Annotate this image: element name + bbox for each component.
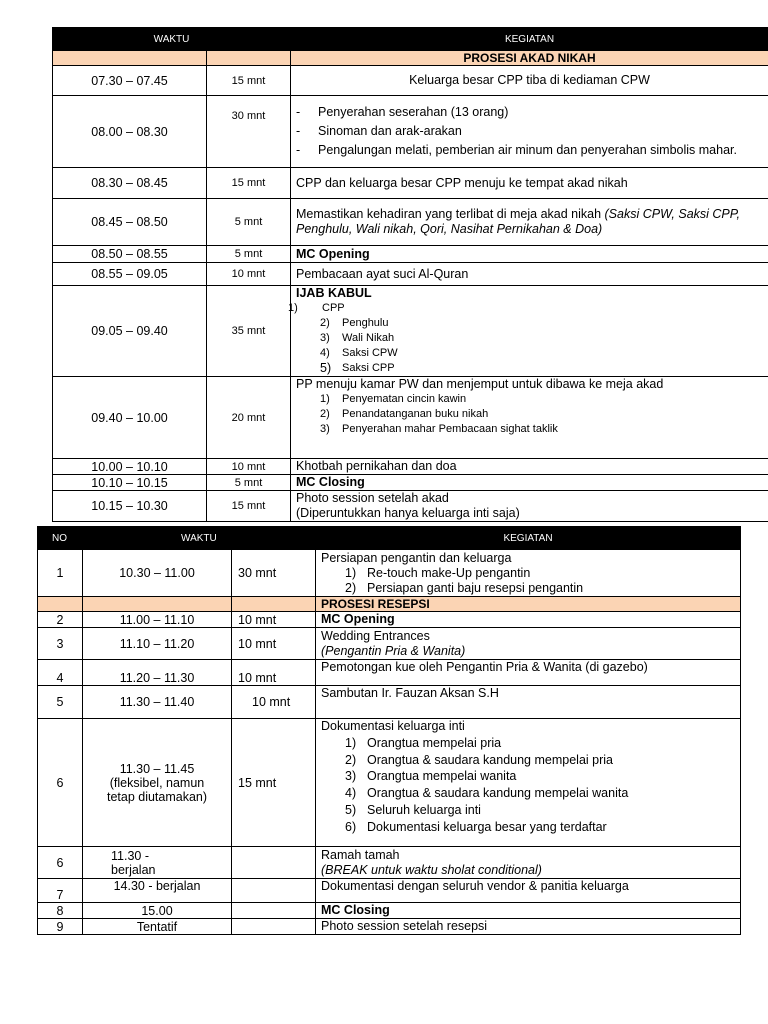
- row-activity: [288, 286, 768, 377]
- activity-text: Ramah tamah: [321, 847, 400, 862]
- list-item: 6) Dokumentasi keluarga besar yang terdaftar: [345, 819, 607, 834]
- table-row: [38, 686, 741, 719]
- time-note: (fleksibel, namun tetap diutamakan): [106, 775, 208, 804]
- row-time: 10.30 – 11.00: [83, 550, 232, 597]
- row-time: [83, 719, 232, 847]
- row-duration: 20 mnt: [207, 377, 291, 459]
- activity-list: [321, 735, 735, 835]
- table-row: [53, 199, 768, 246]
- activity-list: [296, 105, 763, 158]
- row-duration: 35 mnt: [207, 286, 291, 377]
- row-time: 07.30 – 07.45: [53, 66, 207, 96]
- row-duration: [232, 847, 316, 879]
- section-row: [53, 51, 768, 66]
- row-activity: CPP dan keluarga besar CPP menuju ke tempat akad nikah: [291, 168, 768, 199]
- row-number: 3: [38, 628, 83, 660]
- activity-text: Memastikan kehadiran yang terlibat di meja akad nikah: [296, 207, 602, 221]
- list-item: 1) Penyematan cincin kawin: [320, 393, 467, 405]
- list-item: 5) Saksi CPP: [320, 361, 395, 375]
- list-item: 3) Penyerahan mahar Pembacaan sighat taklik: [320, 423, 558, 435]
- row-time: 11.10 – 11.20: [83, 628, 232, 660]
- activity-title: IJAB KABUL: [296, 286, 372, 300]
- row-time: 10.10 – 10.15: [53, 475, 207, 491]
- row-duration: 15 mnt: [232, 719, 316, 847]
- table-row: [38, 879, 741, 903]
- row-time: [83, 847, 232, 879]
- time-range: 11.30 -: [111, 848, 149, 863]
- row-time: 14.30 - berjalan: [83, 879, 232, 903]
- table-row: [38, 919, 741, 935]
- activity-text: Photo session setelah akad: [296, 491, 449, 505]
- row-activity: Sambutan Ir. Fauzan Aksan S.H: [316, 686, 741, 719]
- row-activity: MC Opening: [316, 612, 741, 628]
- row-duration: 5 mnt: [207, 199, 291, 246]
- row-number: 1: [38, 550, 83, 597]
- time-range: 11.30 – 11.45: [119, 761, 195, 776]
- header-kegiatan: KEGIATAN: [291, 28, 768, 51]
- list-item: 1) Re-touch make-Up pengantin: [345, 565, 531, 580]
- list-item: 3) Wali Nikah: [320, 332, 395, 344]
- table-row: [38, 550, 741, 597]
- table-row: [53, 377, 768, 459]
- row-number: 6: [38, 719, 83, 847]
- row-duration: [232, 903, 316, 919]
- table-row: [53, 286, 768, 377]
- table-row: [38, 903, 741, 919]
- row-duration: 15 mnt: [207, 66, 291, 96]
- list-item: 2) Penghulu: [320, 317, 389, 329]
- row-activity: [291, 199, 768, 246]
- row-time: 10.15 – 10.30: [53, 491, 207, 522]
- section-row: [38, 597, 741, 612]
- row-activity: MC Closing: [316, 903, 741, 919]
- header-waktu: WAKTU: [53, 28, 291, 51]
- list-item: - Penyerahan seserahan (13 orang): [296, 105, 763, 120]
- row-number: 7: [38, 879, 83, 903]
- table-row: [53, 491, 768, 522]
- table-header-row: [38, 527, 741, 550]
- list-item: 4) Saksi CPW: [320, 347, 398, 359]
- activity-note: (Pengantin Pria & Wanita): [321, 643, 466, 658]
- row-time: 09.40 – 10.00: [53, 377, 207, 459]
- row-number: 2: [38, 612, 83, 628]
- table-row: [38, 628, 741, 660]
- header-no: NO: [38, 527, 83, 550]
- row-number: 9: [38, 919, 83, 935]
- activity-title: Dokumentasi keluarga inti: [321, 719, 465, 733]
- row-duration: 30 mnt: [232, 550, 316, 597]
- row-activity: [316, 550, 741, 597]
- row-activity: Pembacaan ayat suci Al-Quran: [291, 263, 768, 286]
- row-activity: Khotbah pernikahan dan doa: [291, 459, 768, 475]
- row-duration: 10 mnt: [207, 459, 291, 475]
- row-activity: MC Opening: [291, 246, 768, 263]
- row-number: 4: [38, 660, 83, 686]
- list-item: - Sinoman dan arak-arakan: [296, 124, 763, 139]
- activity-note: (Diperuntukkan hanya keluarga inti saja): [296, 506, 520, 520]
- table-header-row: [53, 28, 768, 51]
- list-item: 4) Orangtua & saudara kandung mempelai wanita: [345, 786, 629, 801]
- row-activity: Dokumentasi dengan seluruh vendor & panitia keluarga: [316, 879, 741, 903]
- list-item: 5) Seluruh keluarga inti: [345, 802, 481, 817]
- activity-list: [296, 392, 763, 437]
- section-title: PROSESI RESEPSI: [316, 597, 741, 612]
- row-time: Tentatif: [83, 919, 232, 935]
- activity-text: Wedding Entrances: [321, 628, 430, 643]
- row-duration: 10 mnt: [207, 263, 291, 286]
- list-item: - Pengalungan melati, pemberian air minum dan penyerahan simbolis mahar.: [296, 143, 763, 158]
- row-activity: [316, 628, 741, 660]
- list-item: 2) Penandatanganan buku nikah: [320, 408, 489, 420]
- row-number: 8: [38, 903, 83, 919]
- row-duration: 10 mnt: [232, 628, 316, 660]
- header-kegiatan: KEGIATAN: [316, 527, 741, 550]
- table-row: [53, 246, 768, 263]
- row-activity: [316, 719, 741, 847]
- row-activity: [291, 96, 768, 168]
- akad-nikah-schedule-table: [52, 27, 768, 522]
- row-activity: Keluarga besar CPP tiba di kediaman CPW: [291, 66, 768, 96]
- row-activity: Photo session setelah resepsi: [316, 919, 741, 935]
- list-item: 3) Orangtua mempelai wanita: [345, 769, 517, 784]
- row-time: 11.30 – 11.40: [83, 686, 232, 719]
- table-row: [53, 66, 768, 96]
- row-duration: 5 mnt: [207, 475, 291, 491]
- row-number: 6: [38, 847, 83, 879]
- table-row: [53, 168, 768, 199]
- row-time: 08.30 – 08.45: [53, 168, 207, 199]
- table-row: [53, 459, 768, 475]
- activity-note: (BREAK untuk waktu sholat conditional): [321, 862, 542, 877]
- row-time: 08.50 – 08.55: [53, 246, 207, 263]
- table-row: [38, 719, 741, 847]
- header-waktu: WAKTU: [83, 527, 316, 550]
- list-item: 2) Persiapan ganti baju resepsi pengantin: [345, 580, 584, 595]
- row-time: 11.20 – 11.30: [83, 660, 232, 686]
- row-duration: 10 mnt: [232, 660, 316, 686]
- row-duration: 30 mnt: [207, 96, 291, 168]
- list-item: 1) CPP: [288, 302, 345, 314]
- row-time: 10.00 – 10.10: [53, 459, 207, 475]
- table-row: [53, 475, 768, 491]
- activity-title: PP menuju kamar PW dan menjemput untuk dibawa ke meja akad: [296, 377, 664, 391]
- row-activity: MC Closing: [291, 475, 768, 491]
- row-duration: [232, 919, 316, 935]
- section-title: PROSESI AKAD NIKAH: [291, 51, 768, 66]
- table-row: [53, 96, 768, 168]
- row-activity: [291, 491, 768, 522]
- row-time: 11.00 – 11.10: [83, 612, 232, 628]
- row-duration: 10 mnt: [232, 612, 316, 628]
- row-activity: [291, 377, 768, 459]
- row-number: 5: [38, 686, 83, 719]
- table-row: [53, 263, 768, 286]
- activity-list: [321, 566, 735, 596]
- row-activity: [316, 847, 741, 879]
- row-duration: 5 mnt: [207, 246, 291, 263]
- row-activity: Pemotongan kue oleh Pengantin Pria & Wanita (di gazebo): [316, 660, 741, 686]
- list-item: 2) Orangtua & saudara kandung mempelai pria: [345, 752, 613, 767]
- row-time: 15.00: [83, 903, 232, 919]
- resepsi-schedule-table: [37, 526, 741, 935]
- table-row: [38, 612, 741, 628]
- row-time: 08.45 – 08.50: [53, 199, 207, 246]
- row-duration: 10 mnt: [232, 686, 316, 719]
- time-note: berjalan: [111, 862, 156, 877]
- list-item: 1) Orangtua mempelai pria: [345, 736, 502, 750]
- row-time: 08.00 – 08.30: [53, 96, 207, 168]
- activity-list: [288, 301, 763, 376]
- row-duration: [232, 879, 316, 903]
- row-duration: 15 mnt: [207, 491, 291, 522]
- activity-note: (Saksi CPW, Saksi CPP, Penghulu, Wali nikah, Qori, Nasihat Pernikahan & Doa): [296, 207, 740, 236]
- table-row: [38, 660, 741, 686]
- activity-title: Persiapan pengantin dan keluarga: [321, 550, 512, 565]
- row-time: 08.55 – 09.05: [53, 263, 207, 286]
- table-row: [38, 847, 741, 879]
- row-duration: 15 mnt: [207, 168, 291, 199]
- row-time: 09.05 – 09.40: [53, 286, 207, 377]
